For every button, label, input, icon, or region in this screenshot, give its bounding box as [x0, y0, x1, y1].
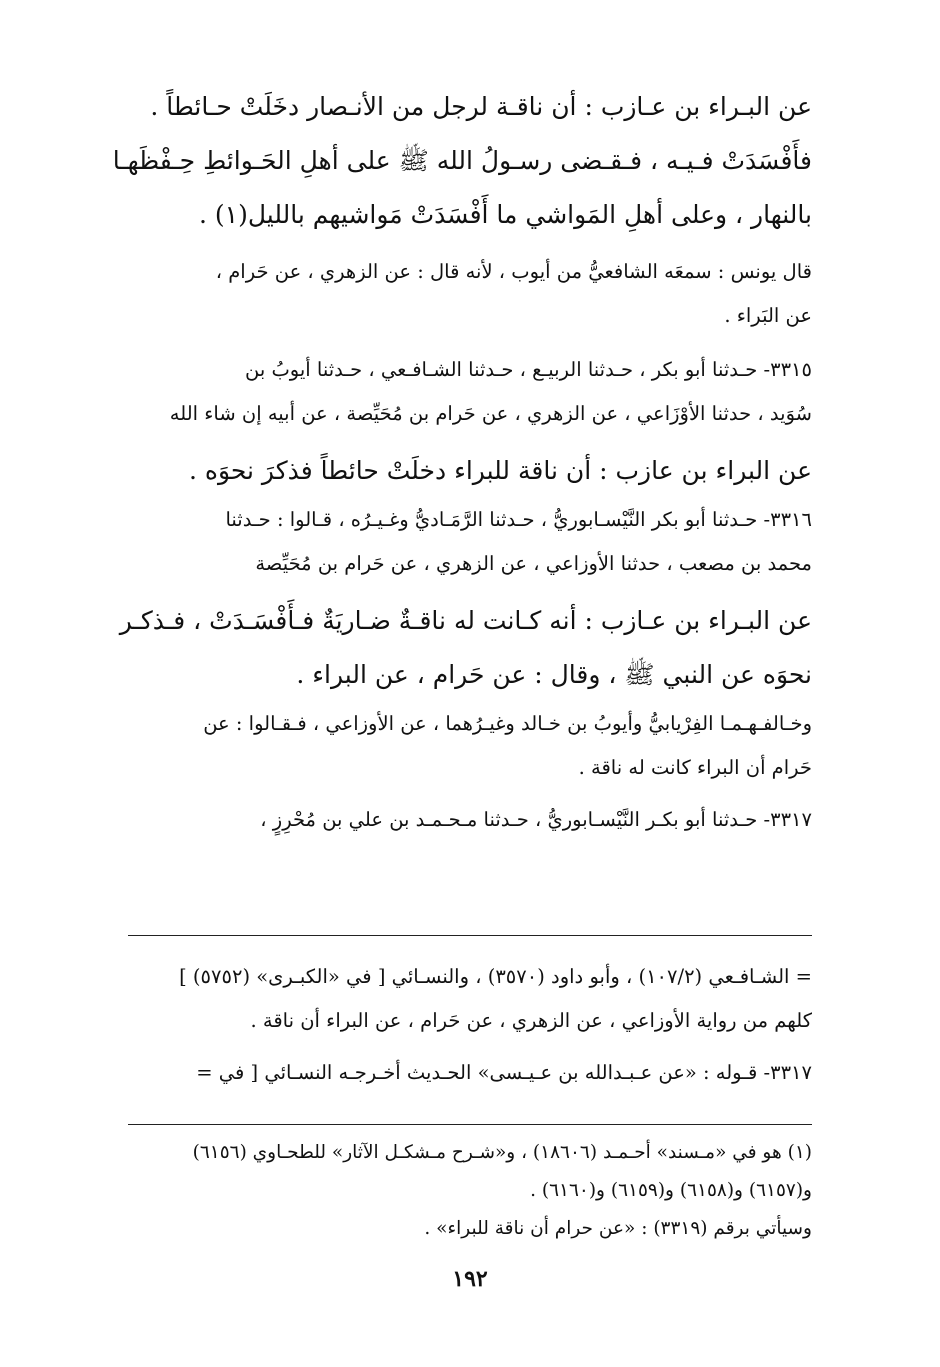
text-line: وخـالفـهـمـا الفِرْيابيُّ وأيوبُ بن خـالد وغيـرُهما ، عن الأوزاعي ، فـقـالوا : عن: [203, 712, 812, 735]
footnotes: [100, 1134, 812, 1248]
note-line: كلهم من رواية الأوزاعي ، عن الزهري ، عن حَرام ، عن البراء أن ناقة .: [250, 1009, 812, 1032]
page-number: ١٩٢: [452, 1266, 488, 1292]
text-line: بالنهار ، وعلى أهلِ المَواشي ما أَفْسَدَتْ مَواشيهم بالليل(١) .: [199, 200, 812, 229]
footnote-separator: [128, 1124, 812, 1125]
text-line: سُوَيد ، حدثنا الأوْزَاعي ، عن الزهري ، عن حَرام بن مُحَيِّصة ، عن أبيه إن شاء الله: [169, 402, 812, 425]
main-text: [100, 80, 812, 842]
text-line: فأَفْسَدَتْ فـيـه ، فـقـضى رسـولُ الله ﷺ على أهلِ الحَـوائطِ حِـفْظَهـا: [112, 146, 812, 175]
footnote-line: و(٦١٥٧) و(٦١٥٨) و(٦١٥٩) و(٦١٦٠) .: [530, 1180, 812, 1201]
hadith-3317-line: ٣٣١٧- حـدثنا أبو بكـر النَّيْسـابوريُّ ، حـدثنا مـحـمـد بن علي بن مُحْرِزٍ ،: [260, 808, 812, 831]
text-line: نحوَه عن النبي ﷺ ، وقال : عن حَرام ، عن البراء .: [296, 660, 812, 689]
footnote-separator: [128, 935, 812, 936]
text-line: قال يونس : سمعَه الشافعيُّ من أيوب ، لأنه قال : عن الزهري ، عن حَرام ،: [215, 260, 812, 283]
hadith-3315-line: ٣٣١٥- حـدثنا أبو بكر ، حـدثنا الربيـع ، حـدثنا الشـافـعي ، حـدثنا أيوبُ بن: [244, 358, 812, 381]
text-line: محمد بن مصعب ، حدثنا الأوزاعي ، عن الزهري ، عن حَرام بن مُحَيِّصة: [255, 552, 812, 575]
footnote-line: وسيأتي برقم (٣٣١٩) : «عن حرام أن ناقة للبراء» .: [424, 1218, 812, 1239]
hadith-notes: [85, 955, 812, 1095]
note-line: ٣٣١٧- قـوله : «عن عـبـدالله بن عـيـسى» الحـديث أخـرجـه النسـائي [ في =: [196, 1061, 812, 1084]
note-line: = الشـافـعي (١٠٧/٢) ، وأبو داود (٣٥٧٠) ، والنسـائي [ في «الكبـرى» (٥٧٥٢) ]: [179, 965, 812, 988]
text-line: عن البـراء بن عـازب : أن ناقـة لرجل من الأنـصار دخَلَتْ حـائطاً .: [150, 92, 812, 121]
hadith-3316-line: ٣٣١٦- حـدثنا أبو بكر النَّيْسـابوريُّ ، حـدثنا الرَّمَـاديُّ وغـيـرُه ، قـالوا : حـدثنا: [225, 508, 812, 531]
text-line: عن البَراء .: [724, 304, 812, 327]
text-line: حَرام أن البراء كانت له ناقة .: [578, 756, 812, 779]
text-line: عن البراء بن عازب : أن ناقة للبراء دخلَتْ حائطاً فذكرَ نحوَه .: [188, 456, 812, 485]
text-line: عن البـراء بن عـازب : أنه كـانت له ناقـةٌ ضـاريَةٌ فـأَفْسَـدَتْ ، فـذكـر: [119, 606, 812, 635]
footnote-line: (١) هو في «مـسند» أحـمـد (١٨٦٠٦) ، و«شـرح مـشكـل الآثار» للطحـاوي (٦١٥٦): [192, 1142, 812, 1163]
